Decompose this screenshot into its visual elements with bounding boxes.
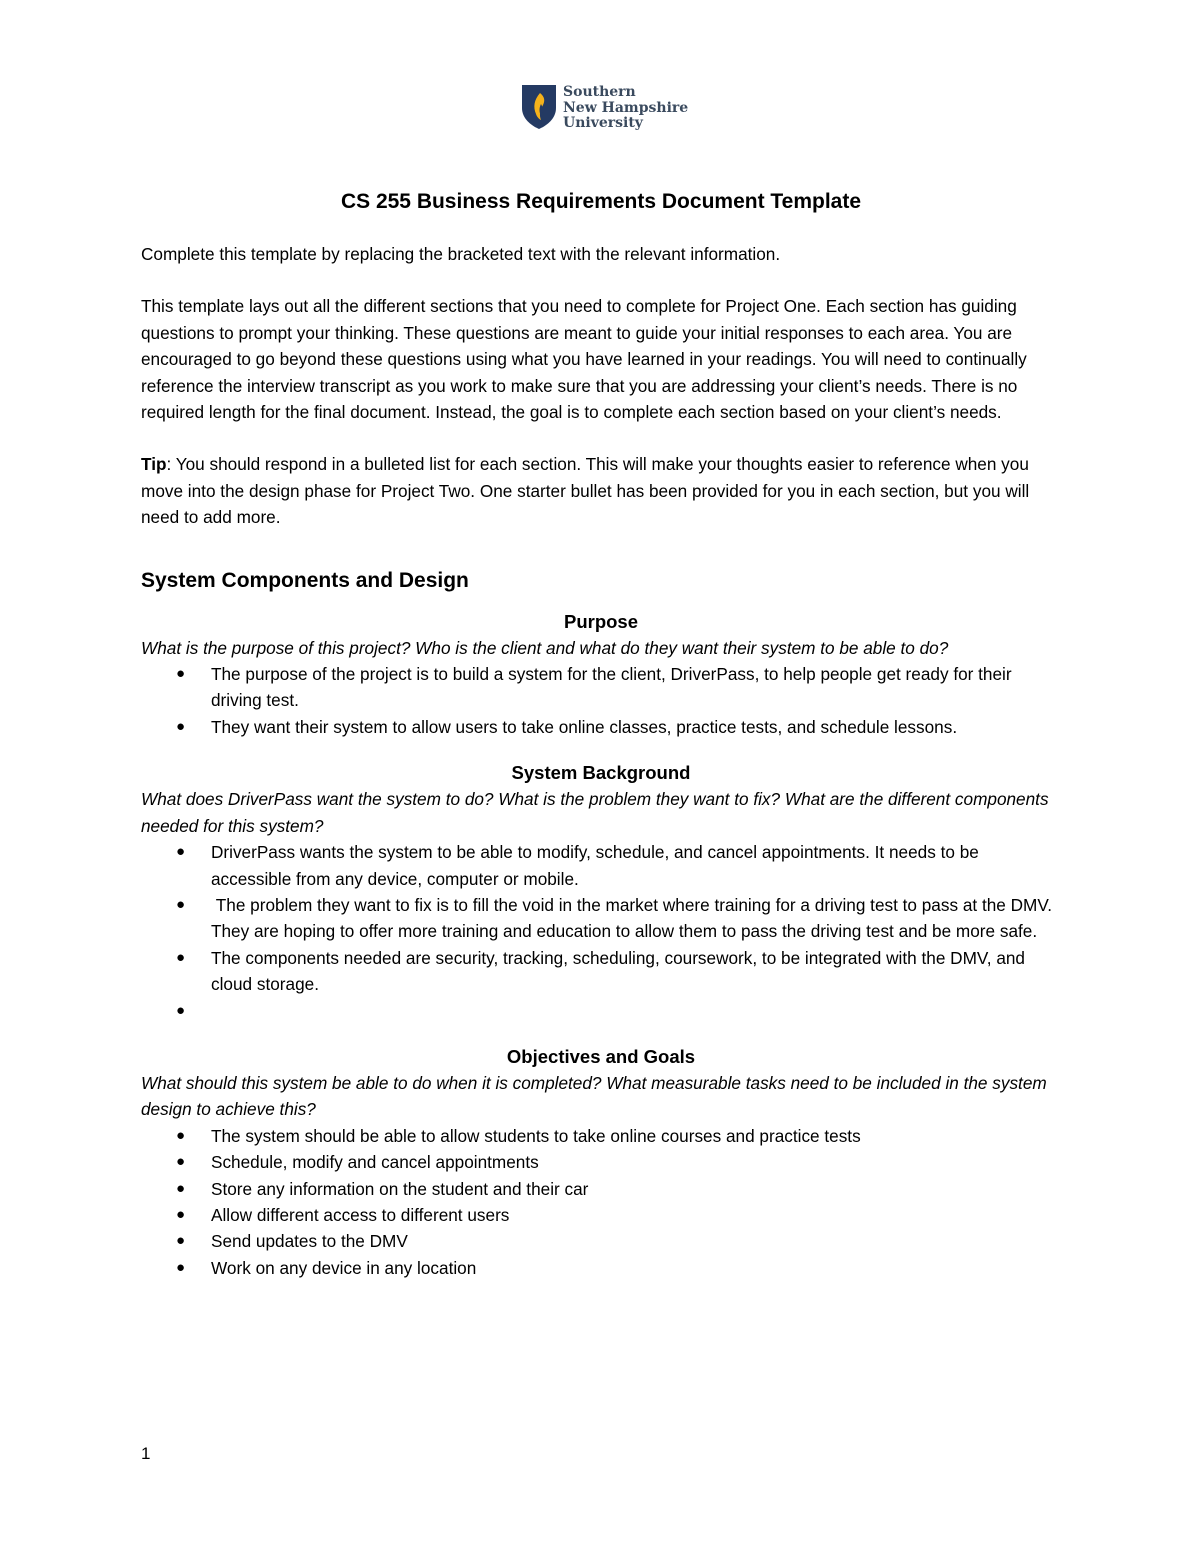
objectives-question: What should this system be able to do when it is completed? What measurable tasks need to be included in the system design to achieve this? — [141, 1072, 1047, 1120]
list-item — [176, 945, 1061, 998]
list-item — [176, 714, 1061, 740]
list-item-text: The system should be able to allow students to take online courses and practice tests — [211, 1125, 861, 1146]
bullet-icon: ● — [176, 1153, 186, 1171]
purpose-question: What is the purpose of this project? Who is the client and what do they want their system to be able to do? — [141, 637, 949, 658]
list-item — [176, 1149, 1061, 1175]
list-item-text: Store any information on the student and their car — [211, 1178, 589, 1199]
list-item — [176, 1202, 1061, 1228]
section-heading: System Components and Design — [141, 568, 469, 592]
list-item — [176, 998, 1061, 1024]
logo-line: Southern — [563, 84, 636, 100]
intro-paragraph-1: Complete this template by replacing the bracketed text with the relevant information. — [141, 244, 781, 264]
list-item-text: Schedule, modify and cancel appointments — [211, 1152, 539, 1173]
list-item — [176, 839, 1061, 892]
list-item-text: Send updates to the DMV — [211, 1231, 408, 1252]
bullet-icon: ● — [176, 1126, 186, 1144]
background-list — [141, 839, 1061, 1024]
purpose-heading: Purpose — [563, 610, 639, 632]
intro-paragraph-2: This template lays out all the different sections that you need to complete for Project One. Each section has guiding questions to prompt your thinking. These questions are meant to guide your initial responses to each area. You are encouraged to go beyond these questions using what you have learned in your readings. You will need to continually reference the interview transcript as you work to make sure that you are addressing your client’s needs. There is no required length for the final document. Instead, the goal is to complete each section based on your client’s needs. — [141, 296, 1027, 423]
list-item-text: The purpose of the project is to build a system for the client, DriverPass, to help people get ready for their driving test. — [211, 664, 1012, 711]
background-question: What does DriverPass want the system to do? What is the problem they want to fix? What are the different components needed for this system? — [141, 789, 1049, 836]
bullet-icon: ● — [176, 1205, 186, 1223]
bullet-icon: ● — [176, 948, 186, 966]
list-item — [176, 661, 1061, 714]
bullet-icon: ● — [176, 665, 186, 683]
list-item-text: Allow different access to different users — [211, 1204, 510, 1225]
purpose-list — [141, 661, 1061, 740]
bullet-icon: ● — [176, 1179, 186, 1197]
objectives-heading: Objectives and Goals — [506, 1045, 696, 1067]
list-item — [176, 1176, 1061, 1202]
tip-paragraph — [141, 451, 1061, 530]
list-item-text: The problem they want to fix is to fill the void in the market where training for a driving test to pass at the DMV. They are hoping to offer more training and education to allow them to pass the driving test and be more safe. — [211, 894, 1057, 942]
document-body — [141, 186, 1061, 1281]
bullet-icon: ● — [176, 843, 186, 861]
bullet-icon: ● — [176, 895, 186, 913]
logo-wordmark — [563, 85, 688, 132]
list-item — [176, 1228, 1061, 1254]
shield-flame-icon — [521, 84, 557, 130]
logo-line: New Hampshire — [563, 99, 689, 116]
background-heading: System Background — [511, 762, 691, 784]
list-item — [176, 1255, 1061, 1281]
list-item-text: They want their system to allow users to take online classes, practice tests, and schedule lessons. — [211, 716, 958, 737]
university-logo — [521, 84, 688, 132]
bullet-icon: ● — [176, 1001, 186, 1019]
list-item-text: DriverPass wants the system to be able to modify, schedule, and cancel appointments. It needs to be accessible from any device, computer or mobile. — [211, 842, 979, 889]
bullet-icon: ● — [176, 717, 186, 735]
tip-label: Tip — [141, 454, 167, 475]
list-item — [176, 1123, 1061, 1149]
bullet-icon: ● — [176, 1232, 186, 1250]
bullet-icon: ● — [176, 1258, 186, 1276]
logo-line: University — [563, 115, 643, 131]
list-item-text: Work on any device in any location — [211, 1257, 477, 1278]
objectives-list — [141, 1123, 1061, 1281]
page-number: 1 — [141, 1444, 151, 1463]
list-item — [176, 892, 1061, 945]
tip-text: : You should respond in a bulleted list for each section. This will make your thoughts easier to reference when you move into the design phase for Project Two. One starter bullet has been provided for you in each section, but you will need to add more. — [141, 454, 1030, 528]
document-title: CS 255 Business Requirements Document Template — [340, 190, 862, 213]
list-item-text: The components needed are security, tracking, scheduling, coursework, to be integrated with the DMV, and cloud storage. — [211, 947, 1025, 995]
